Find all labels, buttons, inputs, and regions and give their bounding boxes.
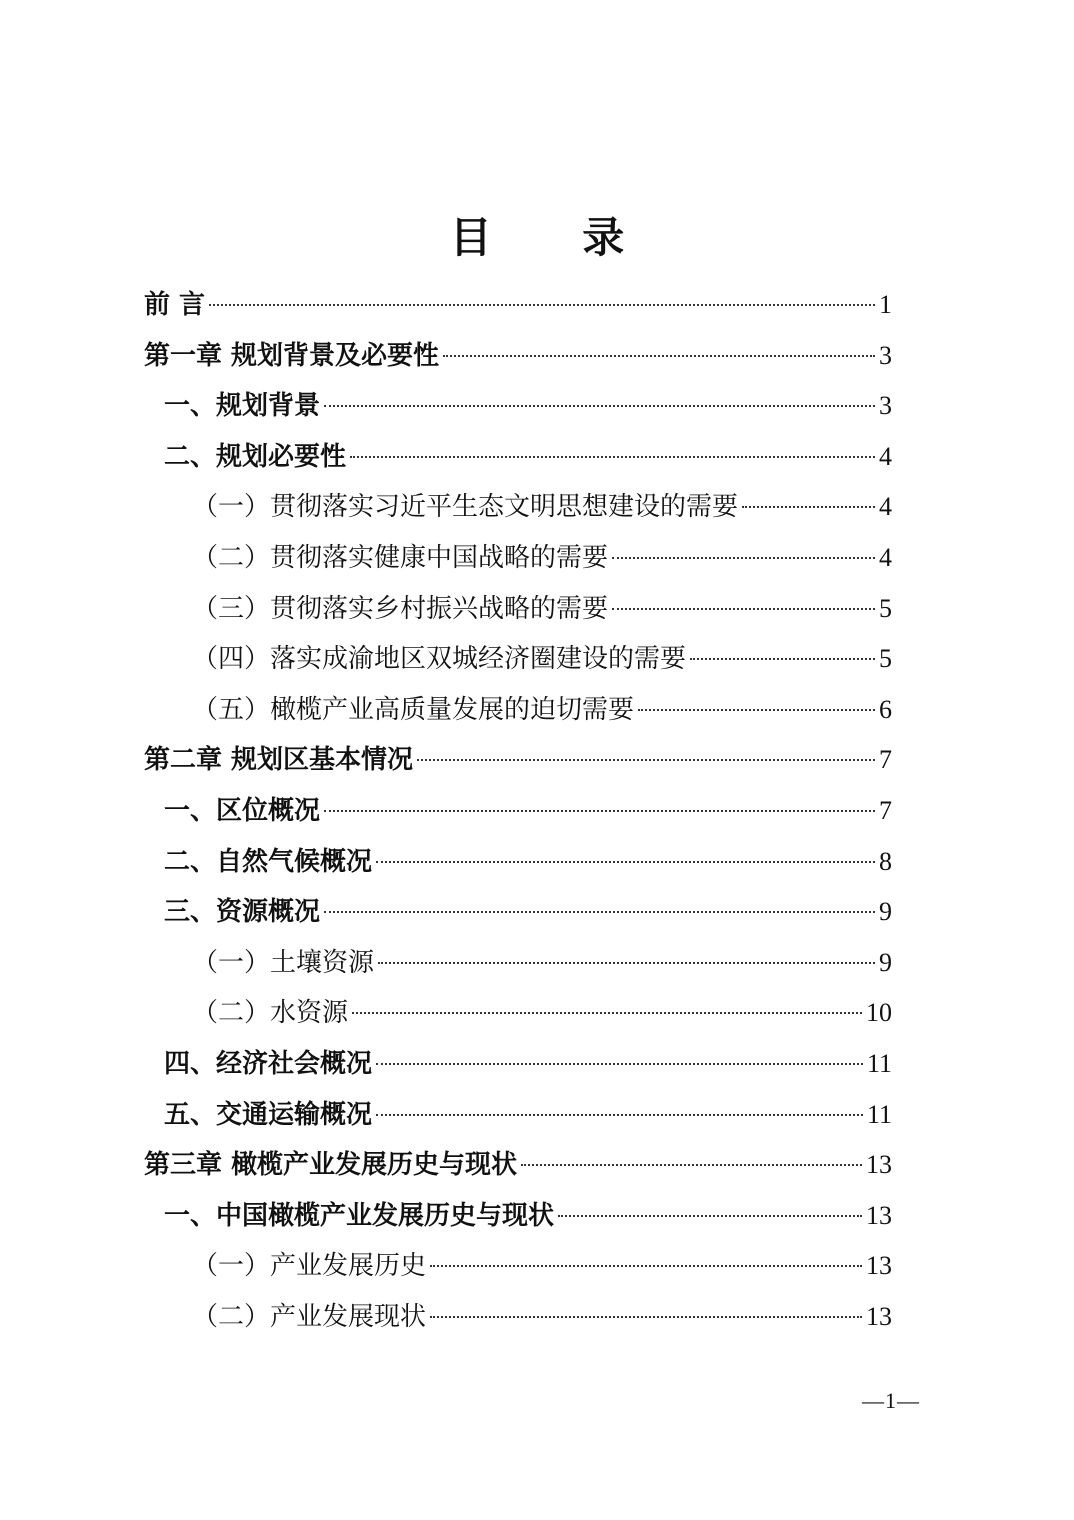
page-number: —1—	[862, 1388, 920, 1413]
toc-entry-title: 第三章 橄榄产业发展历史与现状	[144, 1150, 518, 1181]
toc-entry-page: 7	[879, 795, 892, 825]
dot-leader	[638, 709, 875, 711]
toc-entry[interactable]	[144, 584, 892, 635]
toc-entry-page: 7	[879, 745, 892, 775]
toc-entry-title: （一）土壤资源	[192, 947, 375, 978]
dot-leader	[430, 1265, 862, 1267]
toc-entry-title: 三、资源概况	[164, 897, 321, 928]
toc-entry-page: 1	[879, 290, 892, 319]
toc-entry-title: 二、自然气候概况	[164, 846, 373, 877]
toc-entry-title: 第一章 规划背景及必要性	[144, 340, 440, 371]
toc-entry-title: 一、区位概况	[164, 795, 321, 826]
toc-entry[interactable]	[144, 786, 892, 837]
toc-entry-page: 4	[879, 441, 892, 471]
dot-leader	[378, 962, 875, 964]
dot-leader	[558, 1215, 862, 1217]
toc-entry-page: 4	[879, 542, 892, 572]
toc-entry-title: （一）产业发展历史	[192, 1251, 427, 1282]
page-title: 目 录	[449, 213, 663, 262]
toc-entry-page: 6	[879, 694, 892, 724]
toc-entry[interactable]	[144, 988, 892, 1039]
toc-entry-page: 11	[866, 1048, 892, 1078]
toc-entry-page: 8	[879, 846, 892, 876]
toc-entry[interactable]	[144, 685, 892, 736]
toc-entry[interactable]	[144, 634, 892, 685]
dot-leader	[443, 355, 875, 357]
toc-entry-page: 4	[879, 492, 892, 522]
toc-entry-page: 10	[866, 998, 892, 1028]
dot-leader	[324, 911, 875, 913]
toc-entry[interactable]	[144, 938, 892, 989]
dot-leader	[324, 405, 875, 407]
toc-entry-title: （三）贯彻落实乡村振兴战略的需要	[192, 593, 609, 624]
dot-leader	[350, 456, 875, 458]
dot-leader	[352, 1012, 862, 1014]
toc-entry-title: （二）贯彻落实健康中国战略的需要	[192, 542, 609, 573]
dot-leader	[376, 1114, 863, 1116]
toc-entry[interactable]	[144, 331, 892, 382]
dot-leader	[324, 810, 875, 812]
toc-entry[interactable]	[144, 482, 892, 533]
toc-entry[interactable]	[144, 1191, 892, 1242]
toc-entry[interactable]	[144, 1039, 892, 1090]
toc-entry-title: （二）产业发展现状	[192, 1301, 427, 1332]
dot-leader	[612, 557, 875, 559]
dot-leader	[690, 658, 875, 660]
dot-leader	[376, 1063, 863, 1065]
dot-leader	[742, 506, 875, 508]
toc-entry-page: 13	[866, 1251, 892, 1281]
dot-leader	[209, 304, 875, 306]
toc-entry-page: 11	[866, 1099, 892, 1129]
toc-entry-title: 第二章 规划区基本情况	[144, 745, 414, 776]
toc-entry[interactable]	[144, 381, 892, 432]
toc-entry-title: 一、规划背景	[164, 391, 321, 422]
toc-entry-title: 二、规划必要性	[164, 441, 347, 472]
toc-entry-page: 3	[879, 391, 892, 421]
dot-leader	[521, 1164, 862, 1166]
dot-leader	[430, 1316, 862, 1318]
toc-entry-page: 3	[879, 340, 892, 370]
table-of-contents	[144, 280, 892, 1342]
dot-leader	[417, 759, 875, 761]
toc-entry-page: 5	[879, 644, 892, 674]
toc-entry[interactable]	[144, 1292, 892, 1343]
toc-entry-page: 5	[879, 593, 892, 623]
dot-leader	[612, 608, 875, 610]
toc-entry-page: 13	[866, 1301, 892, 1331]
dot-leader	[376, 861, 875, 863]
toc-entry-title: （二）水资源	[192, 998, 349, 1029]
toc-entry-page: 9	[879, 947, 892, 977]
toc-entry-title: 一、中国橄榄产业发展历史与现状	[164, 1200, 555, 1231]
toc-entry[interactable]	[144, 533, 892, 584]
toc-entry-page: 13	[866, 1200, 892, 1230]
toc-entry[interactable]	[144, 280, 892, 331]
toc-entry-title: 四、经济社会概况	[164, 1048, 373, 1079]
toc-entry[interactable]	[144, 735, 892, 786]
toc-entry-title: （一）贯彻落实习近平生态文明思想建设的需要	[192, 492, 739, 523]
toc-entry-page: 13	[866, 1150, 892, 1180]
toc-entry-title: （五）橄榄产业高质量发展的迫切需要	[192, 694, 635, 725]
toc-entry[interactable]	[144, 1140, 892, 1191]
toc-entry[interactable]	[144, 837, 892, 888]
toc-entry-page: 9	[879, 897, 892, 927]
toc-entry[interactable]	[144, 1241, 892, 1292]
toc-entry[interactable]	[144, 887, 892, 938]
toc-entry[interactable]	[144, 1090, 892, 1141]
toc-entry-title: 前 言	[144, 290, 206, 320]
toc-entry-title: 五、交通运输概况	[164, 1099, 373, 1130]
toc-entry-title: （四）落实成渝地区双城经济圈建设的需要	[192, 644, 687, 675]
toc-entry[interactable]	[144, 432, 892, 483]
